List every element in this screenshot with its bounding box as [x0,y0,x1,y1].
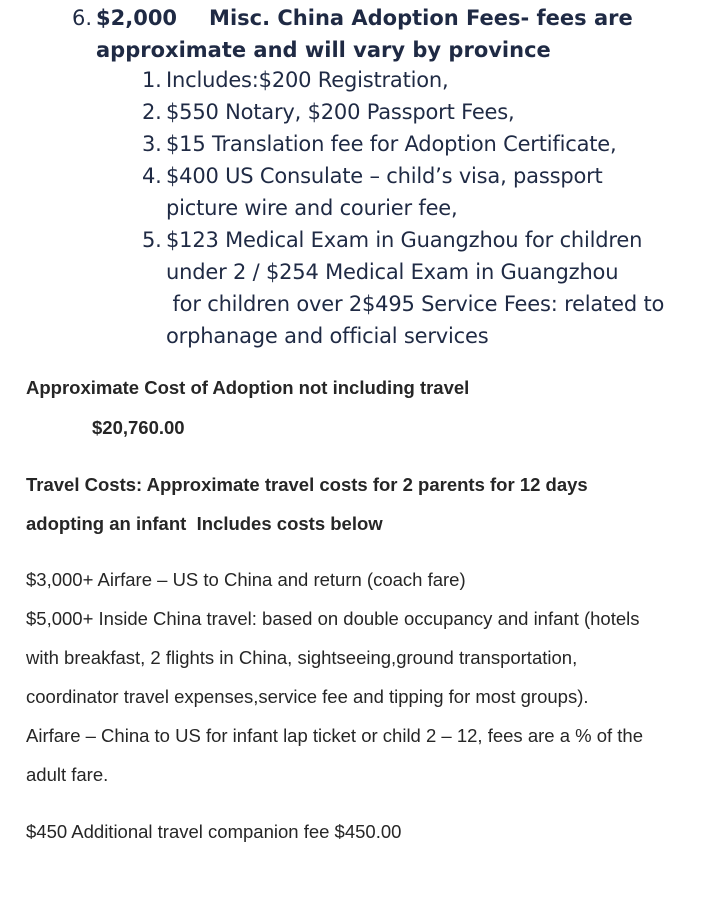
fee-sub-item-text [166,96,706,128]
fee-sub-item [0,160,720,224]
travel-costs-heading [26,465,706,543]
fee-sub-item-number: 1. [142,68,162,92]
fee-sub-item-line: under 2 / $254 Medical Exam in Guangzhou [166,260,619,284]
travel-cost-line: adult fare. [26,764,109,785]
fee-sub-item-line: for children over 2$495 Service Fees: related to [166,292,665,316]
travel-cost-line: with breakfast, 2 flights in China, sightseeing,ground transportation, [26,647,578,668]
fee-sub-item-text [166,128,706,160]
fee-sub-item [0,128,720,160]
approx-cost-label: Approximate Cost of Adoption not including travel [26,377,470,398]
fee-sub-item-line: picture wire and courier fee, [166,196,458,220]
approx-cost-value: $20,760.00 [92,417,185,438]
travel-cost-line: coordinator travel expenses,service fee and tipping for most groups). [26,686,589,707]
fee-sub-item-number: 5. [142,228,162,252]
fee-sub-item [0,224,720,352]
travel-costs-details [26,560,706,794]
travel-cost-line: Airfare – China to US for infant lap ticket or child 2 – 12, fees are a % of the [26,725,643,746]
fee-sub-item-line: Includes:$200 Registration, [166,68,449,92]
fee-sub-item-number: 3. [142,132,162,156]
fee-item-title-line-2: approximate and will vary by province [96,38,551,62]
travel-cost-line: $5,000+ Inside China travel: based on double occupancy and infant (hotels [26,608,640,629]
fee-sub-item [0,64,720,96]
companion-fee: $450 Additional travel companion fee $450.00 [26,821,402,842]
fee-sub-list [0,64,720,352]
fee-sub-item-number: 2. [142,100,162,124]
fee-sub-item-line: $15 Translation fee for Adoption Certificate, [166,132,617,156]
fee-sub-item-text [166,160,706,224]
fee-sub-item-line: $550 Notary, $200 Passport Fees, [166,100,515,124]
fee-sub-item-number: 4. [142,164,162,188]
fee-sub-item-text [166,224,706,352]
fee-item-number: 6. [72,6,93,30]
fee-sub-item-text [166,64,706,96]
fee-sub-item [0,96,720,128]
travel-cost-line: $3,000+ Airfare – US to China and return (coach fare) [26,569,466,590]
travel-costs-heading-line-2: adopting an infant Includes costs below [26,513,383,534]
fee-sub-item-line: orphanage and official services [166,324,489,348]
fee-title: Misc. China Adoption Fees- fees are [209,6,633,30]
fee-amount: $2,000 [96,6,178,30]
fee-sub-item-line: $123 Medical Exam in Guangzhou for children [166,228,643,252]
fee-sub-item-line: $400 US Consulate – child’s visa, passport [166,164,603,188]
travel-costs-heading-line-1: Travel Costs: Approximate travel costs for 2 parents for 12 days [26,474,588,495]
fee-item-title-line-1 [96,2,633,34]
